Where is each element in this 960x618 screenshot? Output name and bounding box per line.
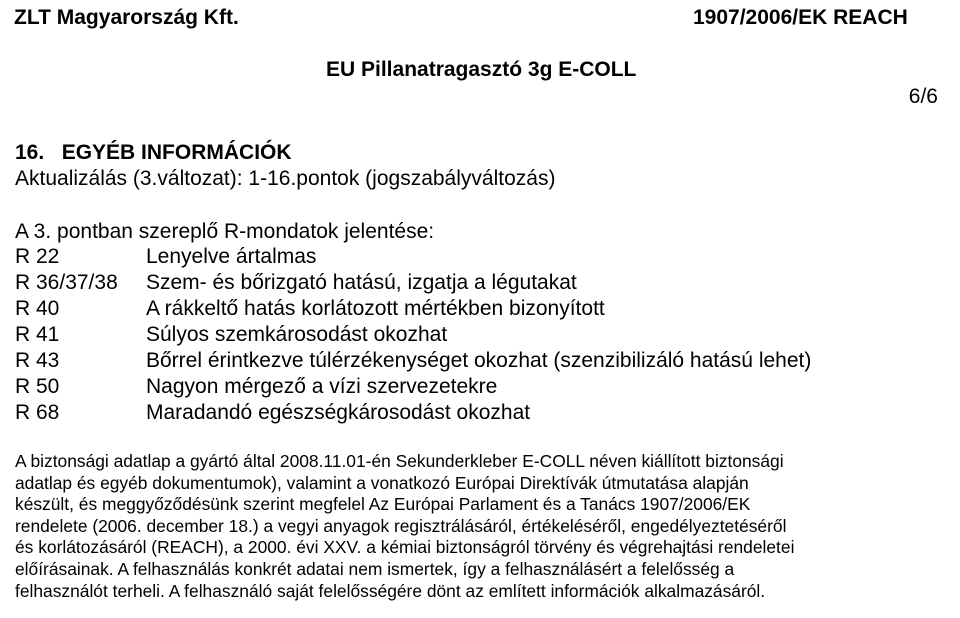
r-phrase-text: Súlyos szemkárosodást okozhat (146, 323, 448, 346)
r-phrase-text: Szem- és bőrizgató hatású, izgatja a légutakat (146, 271, 577, 294)
r-phrase-code: R 50 (15, 375, 60, 398)
paragraph-line: készült, és meggyőződésünk szerint megfelel Az Európai Parlament és a Tanács 1907/2006/EK (15, 494, 751, 515)
r-phrase-row (15, 270, 935, 296)
r-phrase-text: A rákkeltő hatás korlátozott mértékben bizonyított (146, 297, 605, 320)
r-phrases-intro: A 3. pontban szereplő R-mondatok jelentése: (15, 220, 435, 243)
paragraph-line: A biztonsági adatlap a gyártó által 2008.11.01-én Sekunderkleber E-COLL néven kiállított biztonsági (15, 451, 784, 471)
paragraph-line: előírásainak. A felhasználás konkrét adatai nem ismertek, így a felhasználásért a felelősség a (15, 558, 735, 579)
r-phrase-row (15, 322, 935, 348)
r-phrase-text: Maradandó egészségkárosodást okozhat (146, 401, 531, 424)
r-phrase-row (15, 296, 935, 322)
r-phrase-code: R 41 (15, 323, 60, 346)
paragraph-line: rendelete (2006. december 18.) a vegyi anyagok regisztrálásáról, értékeléséről, engedélyeztetéséről (15, 515, 787, 536)
company-name: ZLT Magyarország Kft. (14, 6, 239, 29)
r-phrase-row (15, 244, 935, 270)
r-phrase-list (15, 244, 935, 426)
update-note: Aktualizálás (3.változat): 1-16.pontok (jogszabályváltozás) (15, 167, 556, 190)
paragraph-line: és korlátozásáról (REACH), a 2000. évi XXV. a kémiai biztonságról törvény és végrehajtási rendeletei (15, 537, 795, 558)
r-phrase-row (15, 348, 935, 374)
r-phrase-code: R 36/37/38 (15, 271, 118, 294)
r-phrase-row (15, 400, 935, 426)
r-phrase-row (15, 374, 935, 400)
r-phrase-code: R 22 (15, 245, 60, 268)
r-phrase-code: R 43 (15, 349, 60, 372)
paragraph-line: adatlap és egyéb dokumentumok), valamint a vonatkozó Európai Direktívák útmutatása alapján (15, 472, 749, 493)
product-name: EU Pillanatragasztó 3g E-COLL (326, 58, 637, 81)
disclaimer-paragraph (15, 451, 947, 602)
r-phrase-text: Bőrrel érintkezve túlérzékenységet okozhat (szenzibilizáló hatású lehet) (146, 349, 812, 372)
page-number: 6/6 (908, 85, 938, 108)
r-phrase-text: Nagyon mérgező a vízi szervezetekre (146, 375, 498, 398)
r-phrase-text: Lenyelve ártalmas (146, 245, 317, 268)
section-title: 16. EGYÉB INFORMÁCIÓK (15, 141, 292, 164)
regulation-reference: 1907/2006/EK REACH (693, 6, 908, 29)
r-phrase-code: R 68 (15, 401, 60, 424)
r-phrase-code: R 40 (15, 297, 60, 320)
paragraph-line: felhasználót terheli. A felhasználó saját felelősségére dönt az említett információk alkalmazásáról. (15, 580, 766, 601)
